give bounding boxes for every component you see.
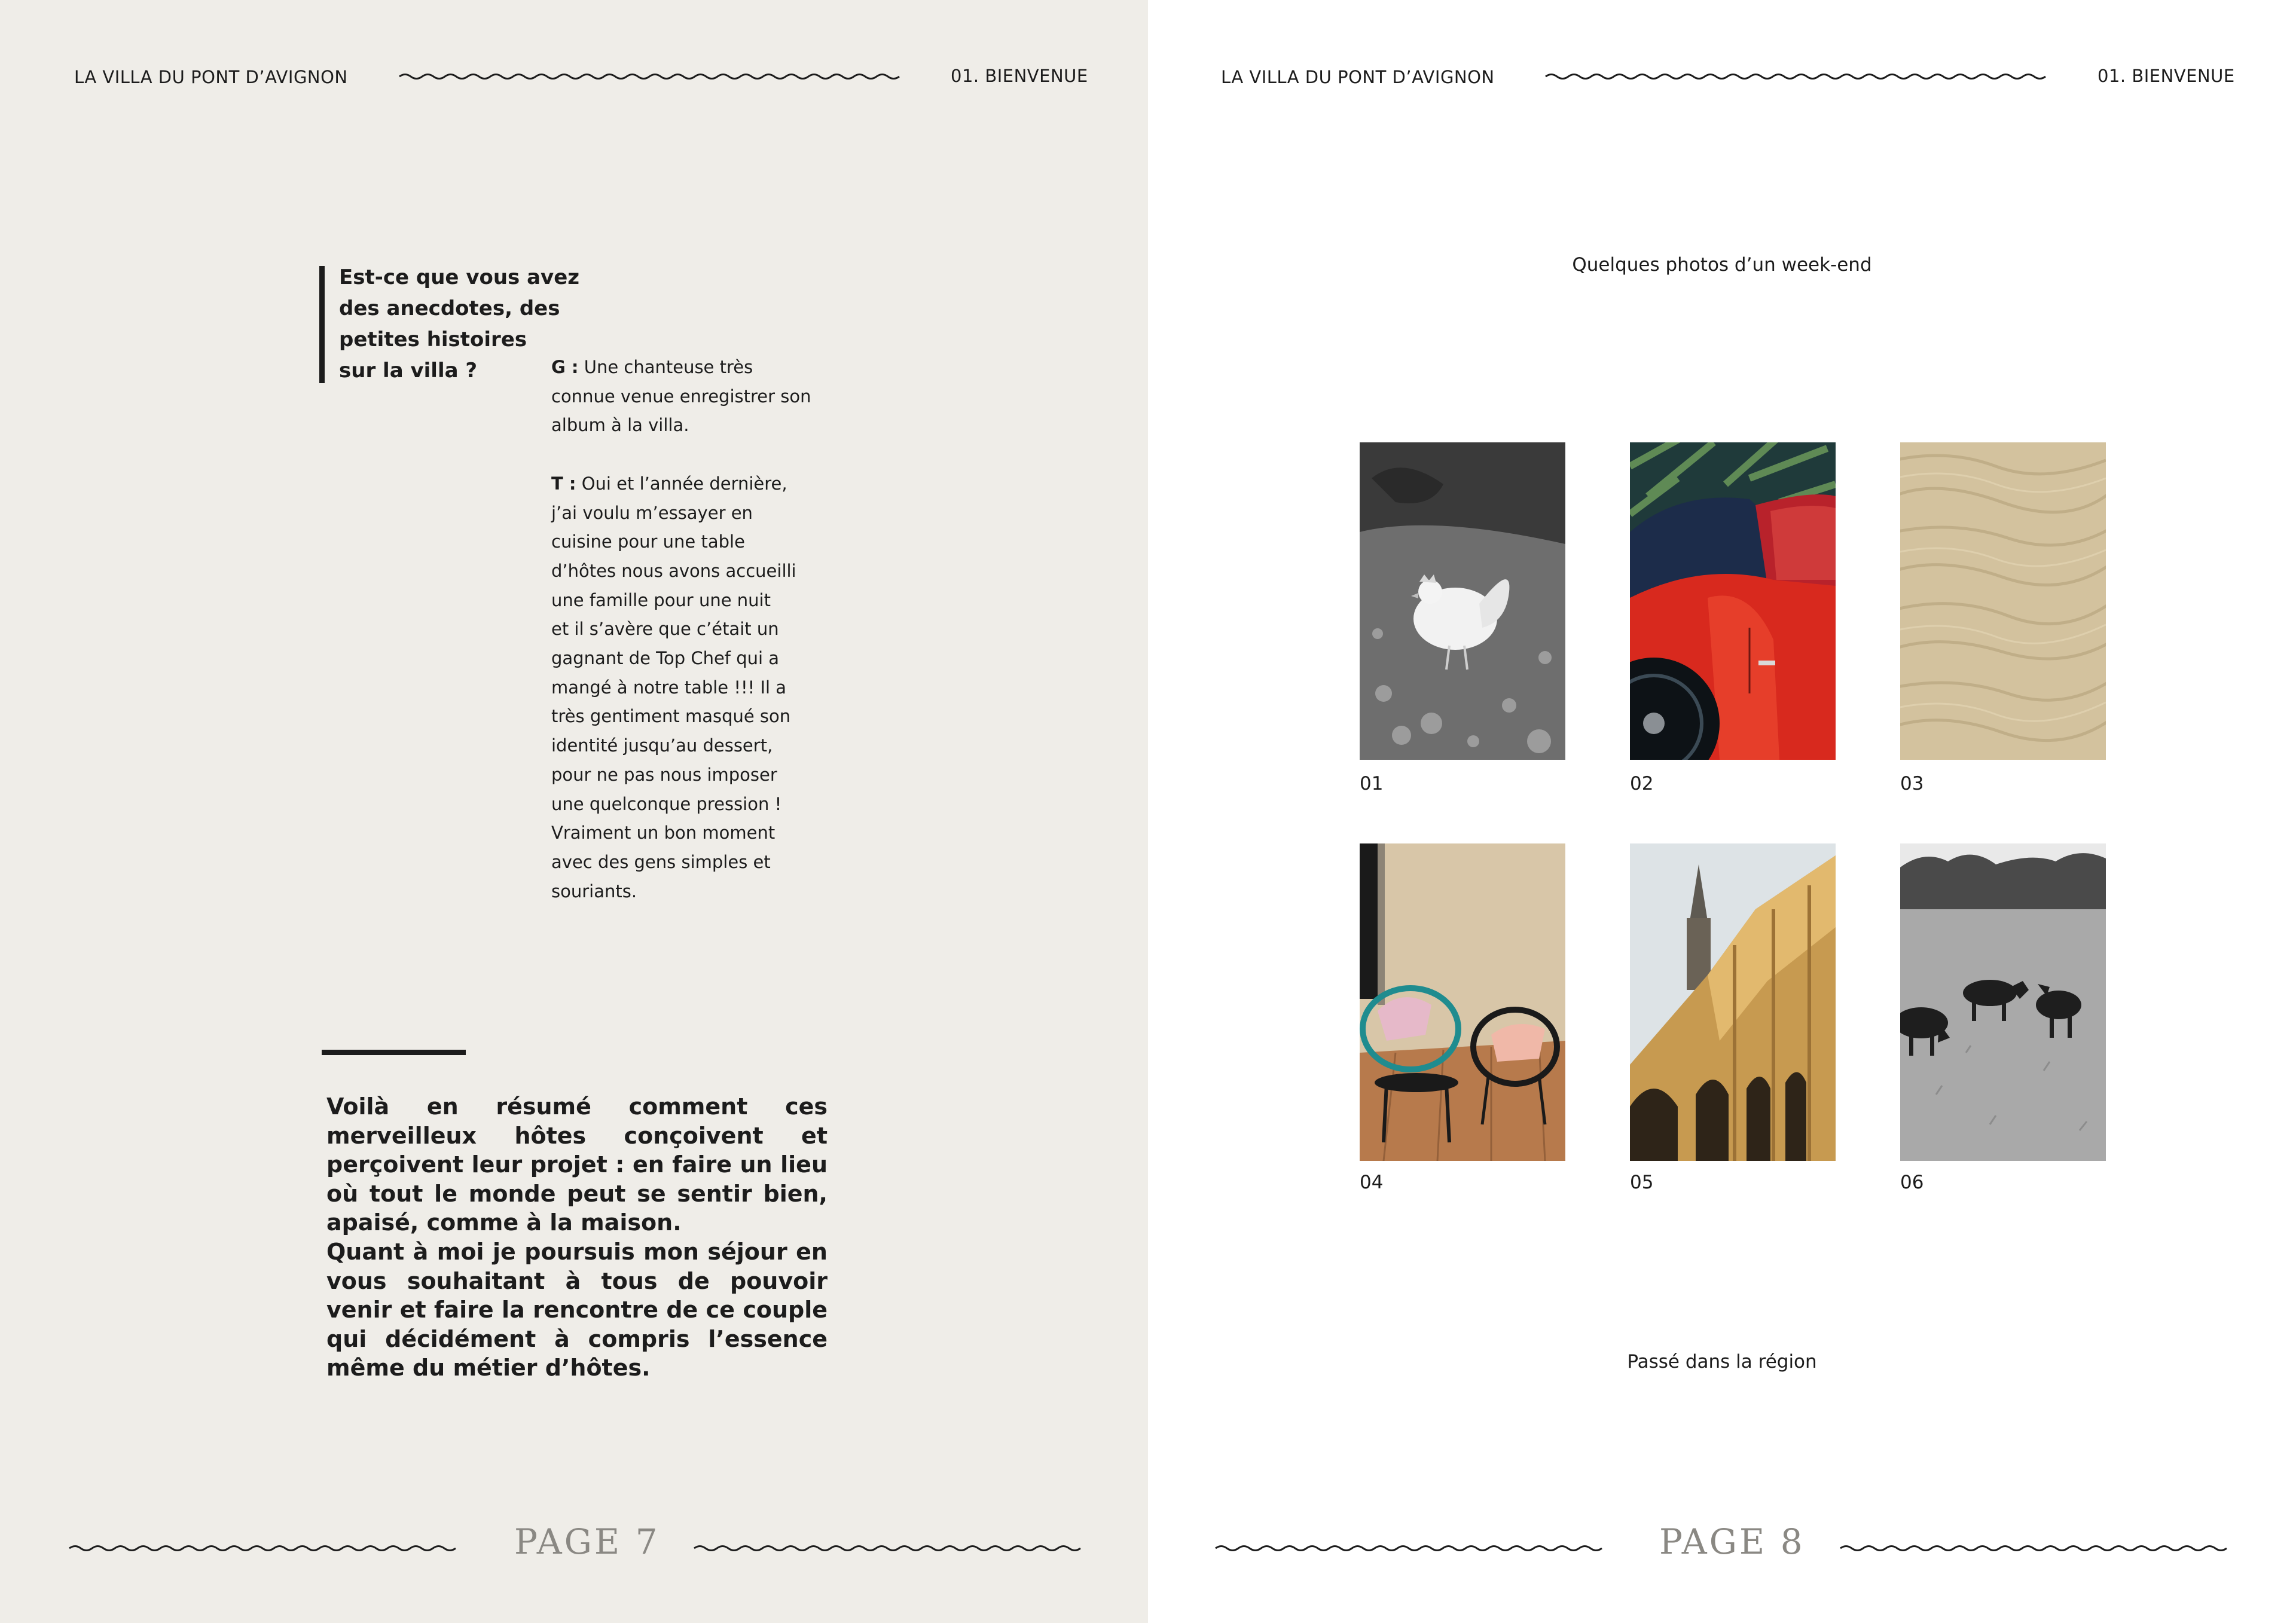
photo-red-car [1630, 442, 1836, 760]
answer-line: T : Oui et l’année dernière, [551, 473, 787, 494]
answer-line: mangé à notre table !!! Il a [551, 677, 787, 698]
answer-line: pour ne pas nous imposer [551, 764, 777, 785]
answer-line: avec des gens simples et [551, 851, 771, 872]
conclusion-paragraph: Voilà en résumé comment ces merveilleux hôtes conçoivent et perçoivent leur projet : en faire un lieu où tout le monde peut se sentir bien, apaisé, comme à la maison. [326, 1093, 828, 1236]
page-number: PAGE 7 [514, 1521, 660, 1562]
answer-line: une famille pour une nuit [551, 589, 771, 610]
photo-label: 06 [1900, 1172, 1924, 1193]
section-divider [322, 1050, 466, 1055]
header-title: LA VILLA DU PONT D’AVIGNON [74, 67, 348, 87]
page-number: PAGE 8 [1659, 1521, 1805, 1562]
footer-wave-right [694, 1541, 1078, 1556]
answer-line: G : Une chanteuse très [551, 357, 753, 377]
photo-label: 03 [1900, 773, 1924, 794]
photo-label: 05 [1630, 1172, 1654, 1193]
header-wave-divider [1546, 69, 2039, 84]
photo-bulls-field [1900, 843, 2106, 1161]
right-page [1148, 0, 2296, 1623]
question-line: Est-ce que vous avez [339, 265, 580, 289]
answer-line: gagnant de Top Chef qui a [551, 648, 780, 669]
header-section: 01. BIENVENUE [2097, 66, 2235, 86]
footer-caption: Passé dans la région [1627, 1351, 1817, 1373]
interview-answer [551, 353, 862, 906]
answer-line: j’ai voulu m’essayer en [551, 502, 753, 523]
question-line: sur la villa ? [339, 359, 478, 383]
photo-terrace-chairs [1360, 843, 1565, 1161]
answer-line: une quelconque pression ! [551, 793, 782, 814]
answer-line: d’hôtes nous avons accueilli [551, 560, 796, 581]
question-line: des anecdotes, des [339, 297, 560, 320]
speaker-label: G : [551, 357, 579, 377]
footer-wave-left [1216, 1541, 1599, 1556]
answer-line: et il s’avère que c’était un [551, 619, 779, 640]
photo-label: 04 [1360, 1172, 1384, 1193]
photo-label: 01 [1360, 773, 1384, 794]
speaker-label: T : [551, 473, 576, 494]
question-line: petites histoires [339, 328, 527, 352]
photo-label: 02 [1630, 773, 1654, 794]
conclusion-paragraph: Quant à moi je poursuis mon séjour en vous souhaitant à tous de pouvoir venir et faire la rencontre de ce couple qui décidément à compris l’essence même du métier d’hôtes. [326, 1239, 828, 1381]
answer-line: identité jusqu’au dessert, [551, 735, 773, 756]
photo-sand [1900, 442, 2106, 760]
answer-line: Vraiment un bon moment [551, 823, 775, 843]
photo-stone-building [1630, 843, 1836, 1161]
answer-line: très gentiment masqué son [551, 706, 791, 727]
interview-question [339, 262, 579, 386]
gallery-title: Quelques photos d’un week-end [1572, 254, 1872, 276]
photo-chicken [1360, 442, 1565, 760]
answer-line: connue venue enregistrer son [551, 386, 811, 406]
answer-line: cuisine pour une table [551, 531, 745, 552]
header-section: 01. BIENVENUE [951, 66, 1088, 86]
answer-line: album à la villa. [551, 415, 689, 436]
footer-wave-left [69, 1541, 453, 1556]
answer-line: souriants. [551, 881, 637, 901]
header-title: LA VILLA DU PONT D’AVIGNON [1221, 67, 1495, 87]
quote-bar [319, 266, 325, 383]
header-wave-divider [399, 69, 893, 84]
footer-wave-right [1840, 1541, 2224, 1556]
